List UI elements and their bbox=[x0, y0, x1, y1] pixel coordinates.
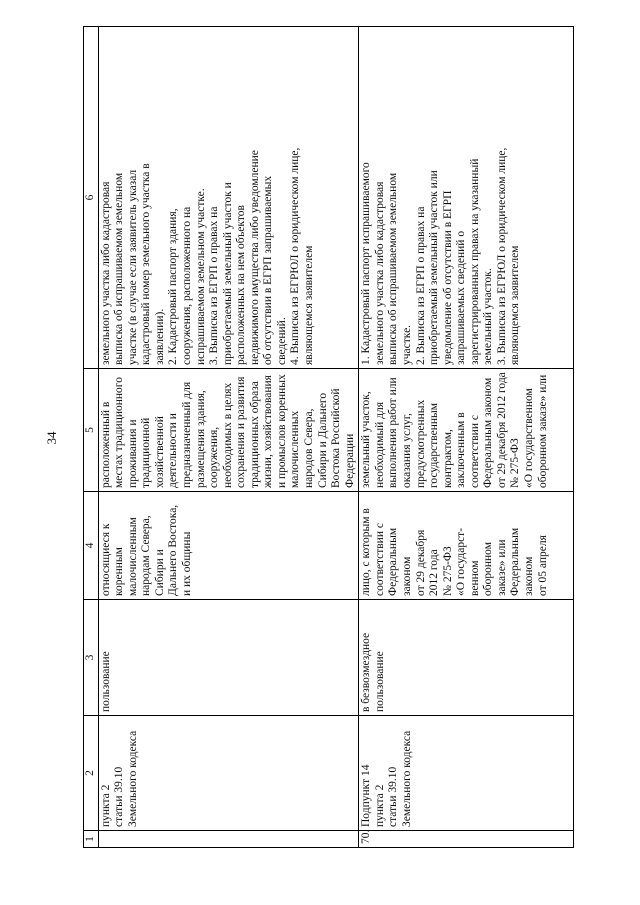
legal-basis-cell: Подпункт 14 пункта 2 статьи 39.10 Земельного кодекса bbox=[359, 716, 574, 831]
documents-table bbox=[83, 26, 574, 848]
applicant-cell: лицо, с которым в соответствии с Федеральным законом от 29 декабря 2012 года № 275-ФЗ «О государст- венном оборонном заказе» или Федеральным законом от 05 апреля bbox=[359, 492, 574, 600]
row-number-cell bbox=[98, 831, 359, 848]
column-header-5: 5 bbox=[84, 369, 99, 492]
right-type-cell: в безвозмездное пользование bbox=[359, 600, 574, 716]
rotated-page-content bbox=[83, 27, 574, 848]
column-header-6: 6 bbox=[84, 27, 99, 369]
legal-basis-cell: пункта 2 статьи 39.10 Земельного кодекса bbox=[98, 716, 359, 831]
applicant-cell: относящиеся к коренным малочисленным народам Севера, Сибири и Дальнего Востока, и их общины bbox=[98, 492, 359, 600]
page-number: 34 bbox=[44, 431, 59, 445]
table-row bbox=[359, 27, 574, 848]
column-header-3: 3 bbox=[84, 600, 99, 716]
land-plot-cell: земельный участок, необходимый для выполнения работ или оказания услуг, предусмотренных государственным контрактом, заключенным в соответствии с Федеральным законом от 29 декабря 2012 года № 275-ФЗ «О государственном оборонном заказе» или bbox=[359, 369, 574, 492]
documents-cell: 1. Кадастровый паспорт испрашиваемого земельного участка либо кадастровая выписка об испрашиваемом земельном участке. 2. Выписка из ЕГРП о правах на приобретаемый земельный участок или уведомление об отсутствии в ЕГРП запрашиваемых сведений о зарегистрированных правах на указанный земельный участок. 3. Выписка из ЕГРЮЛ о юридическом лице, являющемся заявителем bbox=[359, 27, 574, 369]
right-type-cell: пользование bbox=[98, 600, 359, 716]
land-plot-cell: расположенный в местах традиционного проживания и традиционной хозяйственной деятельности и предназначенный для размещения здания, сооружения, необходимых в целях сохранения и развития традиционных образа жизни, хозяйствования и промыслов коренных малочисленных народов Севера, Сибири и Дальнего Востока Российской Федерации bbox=[98, 369, 359, 492]
documents-cell: земельного участка либо кадастровая выписка об испрашиваемом земельном участке (в случае если заявитель указал кадастровый номер земельного участка в заявлении). 2. Кадастровый паспорт здания, сооружения, расположенного на испрашиваемом земельном участке. 3. Выписка из ЕГРП о правах на приобретаемый земельный участок и расположенных на нем объектов недвижимого имущества либо уведомление об отсутствии в ЕГРП запрашиваемых сведений. 4. Выписка из ЕГРЮЛ о юридическом лице, являющемся заявителем bbox=[98, 27, 359, 369]
table-row bbox=[98, 27, 359, 848]
column-header-1: 1 bbox=[84, 831, 99, 848]
header-row bbox=[84, 27, 99, 848]
column-header-4: 4 bbox=[84, 492, 99, 600]
column-header-2: 2 bbox=[84, 716, 99, 831]
row-number-cell: 70. bbox=[359, 831, 574, 848]
